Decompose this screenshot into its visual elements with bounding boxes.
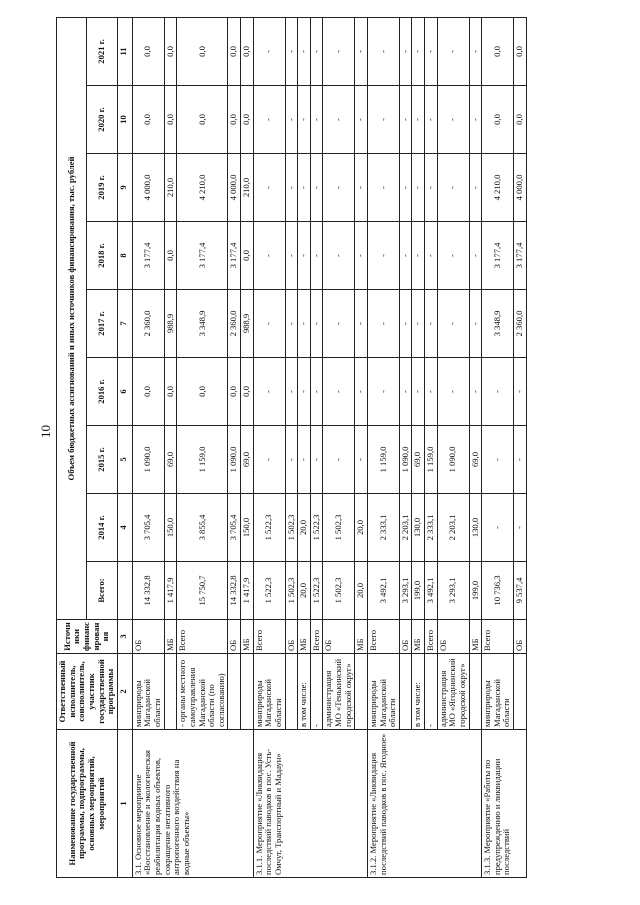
row-value-cell: -: [323, 290, 355, 358]
row-responsible-cell: администрация МО «Тенькинский городской округ»: [323, 654, 355, 730]
row-value-cell: 3 855,4: [177, 494, 228, 562]
row-value-cell: 1 522,3: [310, 494, 323, 562]
row-responsible-cell: [355, 654, 368, 730]
page-number: 10: [38, 425, 53, 438]
row-value-cell: -: [425, 154, 438, 222]
row-value-cell: -: [298, 154, 311, 222]
row-value-cell: -: [367, 86, 399, 154]
row-value-cell: 14 332,8: [228, 562, 241, 620]
header-year: 2017 г.: [87, 290, 117, 358]
row-value-cell: 2 360,0: [514, 290, 527, 358]
rotated-page: [56, 18, 586, 878]
row-value-cell: 1 090,0: [228, 426, 241, 494]
row-value-cell: 1 090,0: [132, 426, 164, 494]
column-index: 8: [117, 222, 132, 290]
row-value-cell: 4 210,0: [482, 154, 514, 222]
row-value-cell: 199,0: [412, 562, 425, 620]
row-value-cell: 3 177,4: [228, 222, 241, 290]
row-value-cell: -: [323, 426, 355, 494]
header-year: 2019 г.: [87, 154, 117, 222]
column-index: 5: [117, 426, 132, 494]
row-value-cell: -: [298, 17, 311, 85]
row-responsible-cell: минприроды Магаданской области: [253, 654, 285, 730]
row-name-cell: 3.1.3. Мероприятие «Работы по предупреждению и ликвидации последствий: [482, 730, 527, 878]
row-value-cell: -: [482, 494, 514, 562]
row-value-cell: 0,0: [482, 17, 514, 85]
row-value-cell: 0,0: [228, 358, 241, 426]
row-value-cell: 0,0: [164, 222, 177, 290]
row-value-cell: 0,0: [514, 17, 527, 85]
row-value-cell: 150,0: [241, 494, 254, 562]
row-value-cell: -: [355, 358, 368, 426]
row-value-cell: -: [482, 358, 514, 426]
row-value-cell: -: [285, 86, 298, 154]
row-value-cell: 0,0: [177, 86, 228, 154]
row-value-cell: 4 000,0: [132, 154, 164, 222]
row-value-cell: 69,0: [469, 426, 482, 494]
row-value-cell: -: [469, 17, 482, 85]
row-value-cell: -: [399, 358, 412, 426]
row-value-cell: 988,9: [241, 290, 254, 358]
row-value-cell: 1 502,3: [285, 494, 298, 562]
row-value-cell: -: [310, 222, 323, 290]
row-value-cell: -: [310, 86, 323, 154]
row-value-cell: 2 360,0: [132, 290, 164, 358]
row-value-cell: 3 177,4: [514, 222, 527, 290]
row-value-cell: 1 417,9: [241, 562, 254, 620]
row-value-cell: 1 522,3: [253, 494, 285, 562]
row-value-cell: -: [412, 290, 425, 358]
row-source-cell: МБ: [241, 620, 254, 654]
row-value-cell: -: [412, 17, 425, 85]
row-value-cell: 2 203,1: [399, 494, 412, 562]
column-index: 3: [117, 620, 132, 654]
row-value-cell: 3 705,4: [228, 494, 241, 562]
row-value-cell: -: [310, 154, 323, 222]
row-value-cell: -: [310, 290, 323, 358]
row-name-cell: 3.1.1. Мероприятие «Ликвидация последствий паводков в пос. Усть-Омчуг, Транспортный и Мадаун»: [253, 730, 367, 878]
row-value-cell: -: [253, 17, 285, 85]
row-source-cell: ОБ: [323, 620, 355, 654]
header-year: 2020 г.: [87, 86, 117, 154]
row-value-cell: 210,0: [241, 154, 254, 222]
row-value-cell: 20,0: [298, 562, 311, 620]
row-source-cell: Всего: [482, 620, 514, 654]
row-source-cell: ОБ: [285, 620, 298, 654]
row-value-cell: 0,0: [132, 86, 164, 154]
row-responsible-cell: минприроды Магаданской области: [132, 654, 164, 730]
row-value-cell: 0,0: [228, 17, 241, 85]
row-value-cell: -: [412, 86, 425, 154]
row-value-cell: -: [399, 17, 412, 85]
row-value-cell: 1 502,3: [323, 562, 355, 620]
row-responsible-cell: [228, 654, 241, 730]
row-value-cell: -: [310, 17, 323, 85]
row-value-cell: 1 522,3: [253, 562, 285, 620]
row-source-cell: МБ: [412, 620, 425, 654]
row-value-cell: 1 159,0: [425, 426, 438, 494]
row-value-cell: -: [285, 426, 298, 494]
row-value-cell: -: [367, 222, 399, 290]
row-value-cell: 69,0: [241, 426, 254, 494]
row-value-cell: 0,0: [132, 17, 164, 85]
row-value-cell: 0,0: [514, 86, 527, 154]
row-value-cell: 2 333,1: [367, 494, 399, 562]
row-value-cell: 4 210,0: [177, 154, 228, 222]
row-value-cell: -: [469, 222, 482, 290]
row-value-cell: -: [253, 222, 285, 290]
row-value-cell: -: [323, 222, 355, 290]
row-responsible-cell: [399, 654, 412, 730]
row-value-cell: 0,0: [177, 358, 228, 426]
row-value-cell: -: [437, 358, 469, 426]
row-value-cell: -: [355, 154, 368, 222]
row-source-cell: ОБ: [437, 620, 469, 654]
column-index: 7: [117, 290, 132, 358]
row-value-cell: -: [355, 86, 368, 154]
column-index: 4: [117, 494, 132, 562]
table-row: [253, 17, 285, 877]
row-value-cell: 1 159,0: [367, 426, 399, 494]
row-value-cell: 199,0: [469, 562, 482, 620]
row-source-cell: Всего: [177, 620, 228, 654]
row-value-cell: -: [425, 358, 438, 426]
row-value-cell: 1 159,0: [177, 426, 228, 494]
row-value-cell: -: [399, 222, 412, 290]
row-value-cell: -: [437, 86, 469, 154]
row-value-cell: -: [253, 426, 285, 494]
row-value-cell: 130,0: [412, 494, 425, 562]
row-value-cell: -: [298, 222, 311, 290]
row-value-cell: 20,0: [355, 494, 368, 562]
column-index: 1: [117, 730, 132, 878]
row-value-cell: 69,0: [412, 426, 425, 494]
row-value-cell: -: [355, 222, 368, 290]
row-value-cell: -: [425, 222, 438, 290]
column-index: [117, 562, 132, 620]
row-value-cell: 1 522,3: [310, 562, 323, 620]
row-source-cell: ОБ: [514, 620, 527, 654]
row-value-cell: -: [412, 154, 425, 222]
header-responsible: Ответственный исполнитель, соисполнитель, участник государственной программы: [57, 654, 118, 730]
row-value-cell: -: [425, 17, 438, 85]
row-source-cell: Всего: [310, 620, 323, 654]
row-value-cell: 3 348,9: [482, 290, 514, 358]
row-value-cell: 0,0: [177, 17, 228, 85]
row-value-cell: -: [285, 154, 298, 222]
row-value-cell: 988,9: [164, 290, 177, 358]
row-value-cell: 3 492,1: [367, 562, 399, 620]
row-value-cell: -: [469, 154, 482, 222]
row-value-cell: -: [355, 290, 368, 358]
row-responsible-cell: [164, 654, 177, 730]
row-value-cell: -: [298, 290, 311, 358]
row-value-cell: 0,0: [228, 86, 241, 154]
row-source-cell: МБ: [298, 620, 311, 654]
column-index: 6: [117, 358, 132, 426]
header-name: Наименование государственной программы, подпрограммы, основных мероприятий, мероприятий: [57, 730, 118, 878]
row-value-cell: -: [253, 358, 285, 426]
row-value-cell: -: [469, 86, 482, 154]
row-value-cell: -: [469, 358, 482, 426]
row-value-cell: 150,0: [164, 494, 177, 562]
row-responsible-cell: -: [310, 654, 323, 730]
row-value-cell: -: [323, 358, 355, 426]
header-year: 2016 г.: [87, 358, 117, 426]
row-source-cell: МБ: [164, 620, 177, 654]
row-value-cell: -: [323, 17, 355, 85]
row-value-cell: 69,0: [164, 426, 177, 494]
row-value-cell: -: [367, 358, 399, 426]
row-value-cell: -: [367, 17, 399, 85]
row-value-cell: 0,0: [482, 86, 514, 154]
row-value-cell: 20,0: [355, 562, 368, 620]
row-value-cell: -: [310, 358, 323, 426]
row-responsible-cell: минприроды Магаданской области: [367, 654, 399, 730]
row-value-cell: 3 293,1: [399, 562, 412, 620]
row-value-cell: -: [412, 222, 425, 290]
row-value-cell: -: [285, 222, 298, 290]
budget-table: [56, 17, 527, 878]
row-value-cell: 210,0: [164, 154, 177, 222]
row-responsible-cell: в том числе:: [298, 654, 311, 730]
row-value-cell: 1 502,3: [323, 494, 355, 562]
header-year: 2018 г.: [87, 222, 117, 290]
row-value-cell: 0,0: [241, 86, 254, 154]
row-value-cell: 0,0: [164, 17, 177, 85]
row-source-cell: Всего: [367, 620, 399, 654]
row-value-cell: -: [514, 358, 527, 426]
header-source: Источники финансирования: [57, 620, 118, 654]
row-responsible-cell: [285, 654, 298, 730]
row-value-cell: 3 177,4: [482, 222, 514, 290]
row-value-cell: -: [425, 86, 438, 154]
table-row: [132, 17, 164, 877]
row-value-cell: -: [514, 494, 527, 562]
row-value-cell: -: [367, 154, 399, 222]
row-value-cell: -: [399, 290, 412, 358]
row-value-cell: 4 000,0: [514, 154, 527, 222]
row-value-cell: -: [437, 154, 469, 222]
row-source-cell: МБ: [355, 620, 368, 654]
row-responsible-cell: в том числе:: [412, 654, 425, 730]
row-value-cell: -: [412, 358, 425, 426]
row-value-cell: 3 177,4: [177, 222, 228, 290]
row-responsible-cell: [469, 654, 482, 730]
row-value-cell: -: [367, 290, 399, 358]
row-value-cell: -: [310, 426, 323, 494]
row-responsible-cell: [514, 654, 527, 730]
row-value-cell: 1 090,0: [399, 426, 412, 494]
row-source-cell: ОБ: [132, 620, 164, 654]
row-value-cell: -: [437, 17, 469, 85]
row-value-cell: 0,0: [132, 358, 164, 426]
row-responsible-cell: минприроды Магаданской области: [482, 654, 514, 730]
row-value-cell: -: [437, 222, 469, 290]
table-row: [367, 17, 399, 877]
row-value-cell: 3 705,4: [132, 494, 164, 562]
row-value-cell: 15 750,7: [177, 562, 228, 620]
row-value-cell: 10 736,3: [482, 562, 514, 620]
row-responsible-cell: администрация МО «Ягоднинский городской округ»: [437, 654, 469, 730]
row-name-cell: 3.1.2. Мероприятие «Ликвидация последствий паводков в пос. Ягодное»: [367, 730, 481, 878]
row-source-cell: Всего: [253, 620, 285, 654]
row-value-cell: 1 502,3: [285, 562, 298, 620]
row-value-cell: -: [399, 154, 412, 222]
row-responsible-cell: - органы местного самоуправления Магаданской области (по согласованию): [177, 654, 228, 730]
column-index: 11: [117, 17, 132, 85]
row-value-cell: 3 348,9: [177, 290, 228, 358]
row-value-cell: -: [285, 358, 298, 426]
row-value-cell: -: [253, 154, 285, 222]
row-value-cell: -: [437, 290, 469, 358]
column-index: 2: [117, 654, 132, 730]
row-value-cell: -: [285, 290, 298, 358]
header-year: 2015 г.: [87, 426, 117, 494]
row-value-cell: -: [355, 426, 368, 494]
row-value-cell: 3 293,1: [437, 562, 469, 620]
row-value-cell: 0,0: [241, 358, 254, 426]
row-value-cell: -: [298, 86, 311, 154]
row-source-cell: ОБ: [399, 620, 412, 654]
row-value-cell: 0,0: [241, 222, 254, 290]
row-responsible-cell: [241, 654, 254, 730]
row-value-cell: -: [469, 290, 482, 358]
row-value-cell: -: [285, 17, 298, 85]
row-value-cell: 3 492,1: [425, 562, 438, 620]
row-value-cell: -: [399, 86, 412, 154]
row-value-cell: 0,0: [164, 86, 177, 154]
row-value-cell: -: [425, 290, 438, 358]
header-year: 2021 г.: [87, 17, 117, 85]
table-row: [482, 17, 514, 877]
row-value-cell: -: [298, 426, 311, 494]
column-index: 10: [117, 86, 132, 154]
row-value-cell: 20,0: [298, 494, 311, 562]
row-value-cell: 1 417,9: [164, 562, 177, 620]
row-value-cell: 0,0: [164, 358, 177, 426]
row-value-cell: 0,0: [241, 17, 254, 85]
row-value-cell: -: [253, 290, 285, 358]
header-funding-group: Объем бюджетных ассигнований и иных источников финансирования, тыс. рублей: [57, 17, 87, 619]
row-responsible-cell: -: [425, 654, 438, 730]
row-value-cell: -: [355, 17, 368, 85]
row-value-cell: -: [514, 426, 527, 494]
row-value-cell: 9 537,4: [514, 562, 527, 620]
row-value-cell: 3 177,4: [132, 222, 164, 290]
row-value-cell: 2 203,1: [437, 494, 469, 562]
row-value-cell: -: [482, 426, 514, 494]
row-value-cell: 1 090,0: [437, 426, 469, 494]
row-value-cell: 4 000,0: [228, 154, 241, 222]
row-value-cell: -: [298, 358, 311, 426]
row-value-cell: 14 332,8: [132, 562, 164, 620]
row-source-cell: МБ: [469, 620, 482, 654]
row-value-cell: 2 333,1: [425, 494, 438, 562]
row-value-cell: 130,0: [469, 494, 482, 562]
row-value-cell: -: [323, 154, 355, 222]
header-year: 2014 г.: [87, 494, 117, 562]
row-source-cell: Всего: [425, 620, 438, 654]
row-source-cell: ОБ: [228, 620, 241, 654]
row-name-cell: 3.1. Основное мероприятие «Восстановление и экологическая реабилитация водных объектов, сокращение негативного антропогенного воздействия на водные объекты»: [132, 730, 253, 878]
header-total: Всего:: [87, 562, 117, 620]
row-value-cell: -: [253, 86, 285, 154]
row-value-cell: -: [323, 86, 355, 154]
row-value-cell: 2 360,0: [228, 290, 241, 358]
column-index: 9: [117, 154, 132, 222]
